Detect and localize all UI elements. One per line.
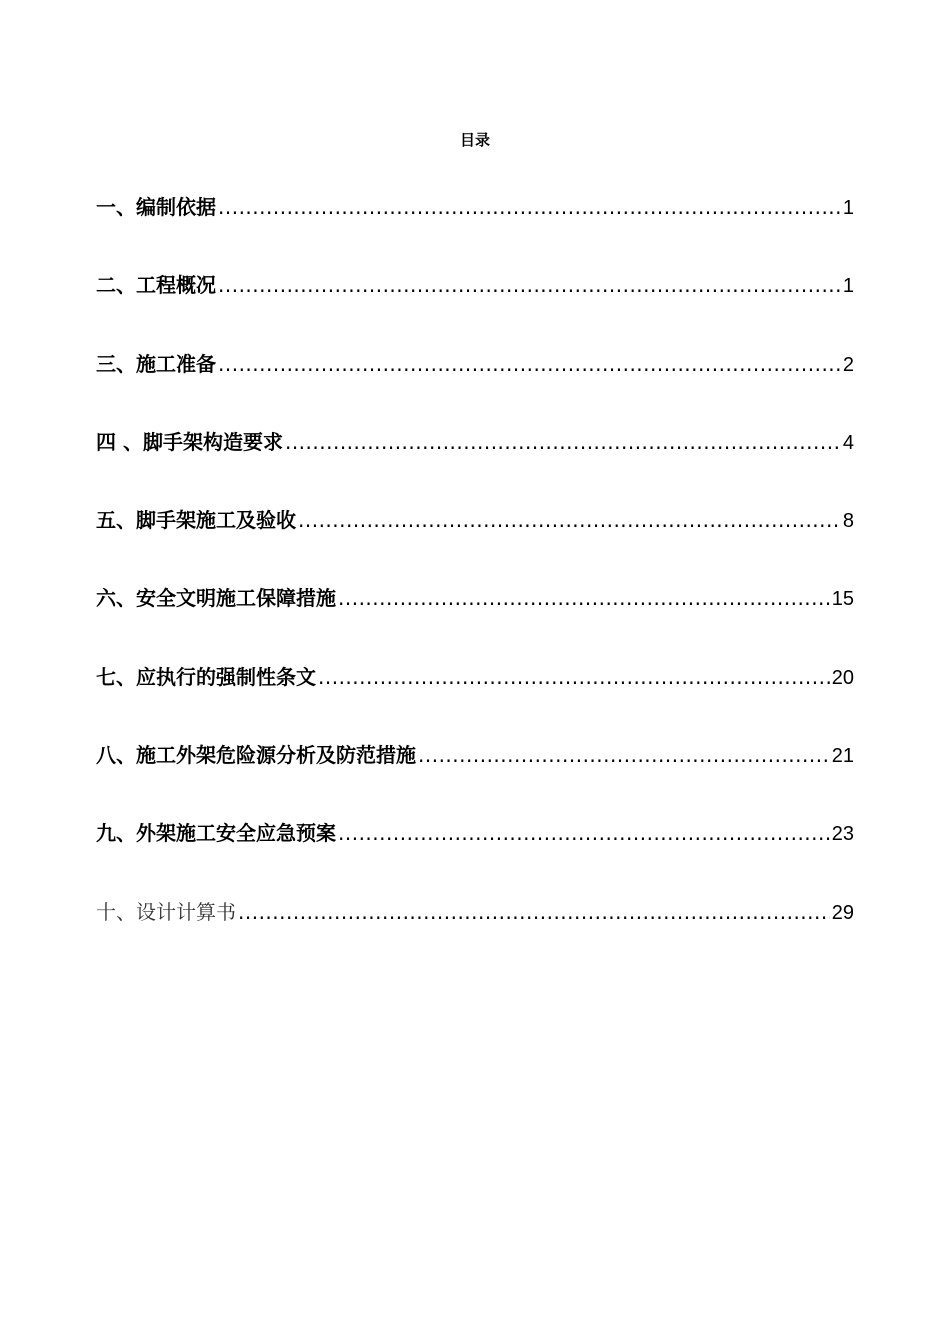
toc-title: 目录	[459, 131, 490, 149]
toc-entry-page: 15	[831, 588, 854, 611]
toc-entry[interactable]	[96, 190, 854, 268]
toc-entry[interactable]	[96, 347, 854, 425]
toc-entry-label: 五、脚手架施工及验收	[96, 508, 296, 533]
toc-dot-leader	[418, 738, 830, 772]
toc-entry-page: 23	[831, 823, 854, 846]
toc-entry-label: 八、施工外架危险源分析及防范措施	[96, 743, 416, 768]
table-of-contents	[96, 190, 854, 973]
toc-dot-leader	[338, 816, 830, 850]
toc-entry-label: 七、应执行的强制性条文	[96, 664, 316, 689]
toc-entry-label: 六、安全文明施工保障措施	[96, 586, 336, 611]
toc-entry-page: 8	[842, 510, 854, 533]
toc-entry-page: 1	[842, 197, 854, 219]
toc-entry[interactable]	[96, 660, 854, 738]
toc-entry-page: 1	[842, 275, 854, 298]
toc-dot-leader	[338, 581, 830, 615]
toc-entry[interactable]	[96, 268, 854, 346]
toc-entry-page: 21	[831, 745, 854, 768]
toc-entry-page: 2	[842, 353, 854, 376]
toc-entry-label: 二、工程概况	[96, 273, 216, 298]
toc-entry[interactable]	[96, 816, 854, 894]
toc-entry[interactable]	[96, 425, 854, 503]
toc-dot-leader	[218, 268, 841, 302]
toc-entry[interactable]	[96, 738, 854, 816]
toc-entry-page: 20	[831, 666, 854, 689]
toc-entry-page: 4	[842, 431, 854, 454]
toc-entry[interactable]	[96, 581, 854, 659]
toc-entry-label: 十、设计计算书	[96, 899, 236, 924]
toc-entry-page: 29	[831, 901, 854, 924]
toc-dot-leader	[218, 347, 841, 381]
toc-dot-leader	[285, 425, 841, 459]
toc-dot-leader	[218, 190, 841, 224]
toc-entry-label: 一、编制依据	[96, 195, 216, 219]
toc-dot-leader	[298, 503, 841, 537]
toc-entry[interactable]	[96, 895, 854, 973]
toc-dot-leader	[238, 895, 830, 929]
toc-entry-label: 九、外架施工安全应急预案	[96, 821, 336, 846]
toc-dot-leader	[318, 660, 830, 694]
toc-entry-label: 四 、脚手架构造要求	[96, 429, 283, 454]
toc-entry[interactable]	[96, 503, 854, 581]
toc-entry-label: 三、施工准备	[96, 351, 216, 376]
